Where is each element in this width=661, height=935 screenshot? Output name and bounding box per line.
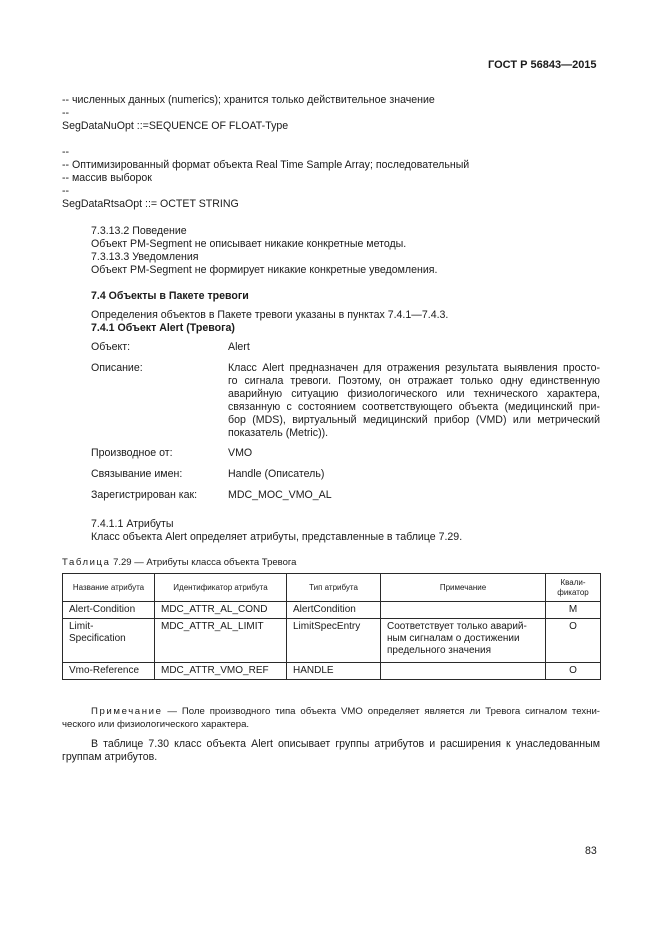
cell-id: MDC_ATTR_VMO_REF [155, 663, 287, 680]
column-header: Название атрибута [63, 574, 155, 602]
section-heading: 7.4 Объекты в Пакете тревоги [91, 290, 249, 302]
description-line: бор (MDS), виртуальный медицинский прибор (VMD) или метрический [228, 414, 600, 426]
table-note [62, 705, 600, 731]
cell-type: AlertCondition [287, 602, 381, 619]
def-value: Handle (Описатель) [228, 468, 325, 480]
paragraph: Класс объекта Alert определяет атрибуты, представленные в таблице 7.29. [91, 531, 463, 543]
asn-line: -- [62, 107, 70, 119]
description-line: аварийную ситуацию физиологического или технического характера, [228, 388, 600, 400]
table-caption-prefix: Таблица [62, 557, 111, 568]
table-row [63, 663, 601, 680]
table-header-row [63, 574, 601, 602]
def-label: Зарегистрирован как: [91, 489, 198, 501]
asn-line: SegDataRtsaOpt ::= OCTET STRING [62, 198, 239, 210]
def-label: Связывание имен: [91, 468, 183, 480]
attributes-table [62, 573, 601, 680]
column-header: Идентификатор атрибута [155, 574, 287, 602]
section-heading: 7.4.1.1 Атрибуты [91, 518, 174, 530]
note-text: — Поле производного типа объекта VMO определяет является ли Тревога сигналом техни- [162, 706, 600, 717]
note-label: Примечание [91, 706, 163, 717]
cell-type: LimitSpecEntry [287, 619, 381, 663]
asn-line: -- численных данных (numerics); хранится только действительное значение [62, 94, 435, 106]
section-heading: 7.3.13.2 Поведение [91, 225, 187, 237]
def-value: MDC_MOC_VMO_AL [228, 489, 332, 501]
note-line [62, 705, 600, 718]
cell-id: MDC_ATTR_AL_COND [155, 602, 287, 619]
column-header: Примечание [381, 574, 546, 602]
def-value: VMO [228, 447, 253, 459]
asn-line: -- Оптимизированный формат объекта Real Time Sample Array; последовательный [62, 159, 470, 171]
paragraph: Определения объектов в Пакете тревоги указаны в пунктах 7.4.1—7.4.3. [91, 309, 449, 321]
section-heading: 7.3.13.3 Уведомления [91, 251, 199, 263]
description-line: показатель (Metric)). [228, 427, 329, 439]
def-label: Производное от: [91, 447, 173, 459]
asn-line: -- массив выборок [62, 172, 152, 184]
column-header: Квали- фикатор [546, 574, 601, 602]
cell-type: HANDLE [287, 663, 381, 680]
cell-note: Соответствует только аварий- ным сигналам о достижении предельного значения [381, 619, 546, 663]
table-row [63, 619, 601, 663]
column-header: Тип атрибута [287, 574, 381, 602]
def-label: Объект: [91, 341, 131, 353]
paragraph-line: В таблице 7.30 класс объекта Alert описывает группы атрибутов и расширения к унаследованным [91, 738, 600, 750]
description-line: го сигнала тревоги. Поэтому, он отражает только одну единственную [228, 375, 600, 387]
asn-line: SegDataNuOpt ::=SEQUENCE OF FLOAT-Type [62, 120, 289, 132]
cell-qualifier: O [546, 619, 601, 663]
note-line: ческого или физиологического характера. [62, 719, 250, 730]
paragraph-line: группам атрибутов. [62, 751, 158, 763]
table-caption [62, 557, 296, 569]
def-description [228, 362, 600, 440]
standard-header: ГОСТ Р 56843—2015 [488, 59, 597, 71]
cell-name: Vmo-Reference [63, 663, 155, 680]
table-caption-text: 7.29 — Атрибуты класса объекта Тревога [110, 557, 297, 568]
page-number: 83 [585, 845, 597, 857]
cell-qualifier: M [546, 602, 601, 619]
description-line: связанную с состоянием соответствующего объекта (медицинский при- [228, 401, 600, 413]
table-row [63, 602, 601, 619]
cell-id: MDC_ATTR_AL_LIMIT [155, 619, 287, 663]
asn-line: -- [62, 146, 70, 158]
cell-note [381, 602, 546, 619]
cell-note [381, 663, 546, 680]
cell-name: Limit- Specification [63, 619, 155, 663]
asn-line: -- [62, 185, 70, 197]
cell-qualifier: O [546, 663, 601, 680]
def-label: Описание: [91, 362, 143, 374]
cell-name: Alert-Condition [63, 602, 155, 619]
paragraph: Объект PM-Segment не описывает никакие конкретные методы. [91, 238, 407, 250]
closing-paragraph [62, 738, 600, 764]
def-value: Alert [228, 341, 250, 353]
paragraph: Объект PM-Segment не формирует никакие конкретные уведомления. [91, 264, 438, 276]
subsection-heading: 7.4.1 Объект Alert (Тревога) [91, 322, 235, 334]
description-line: Класс Alert предназначен для отражения результата выявления просто- [228, 362, 600, 374]
